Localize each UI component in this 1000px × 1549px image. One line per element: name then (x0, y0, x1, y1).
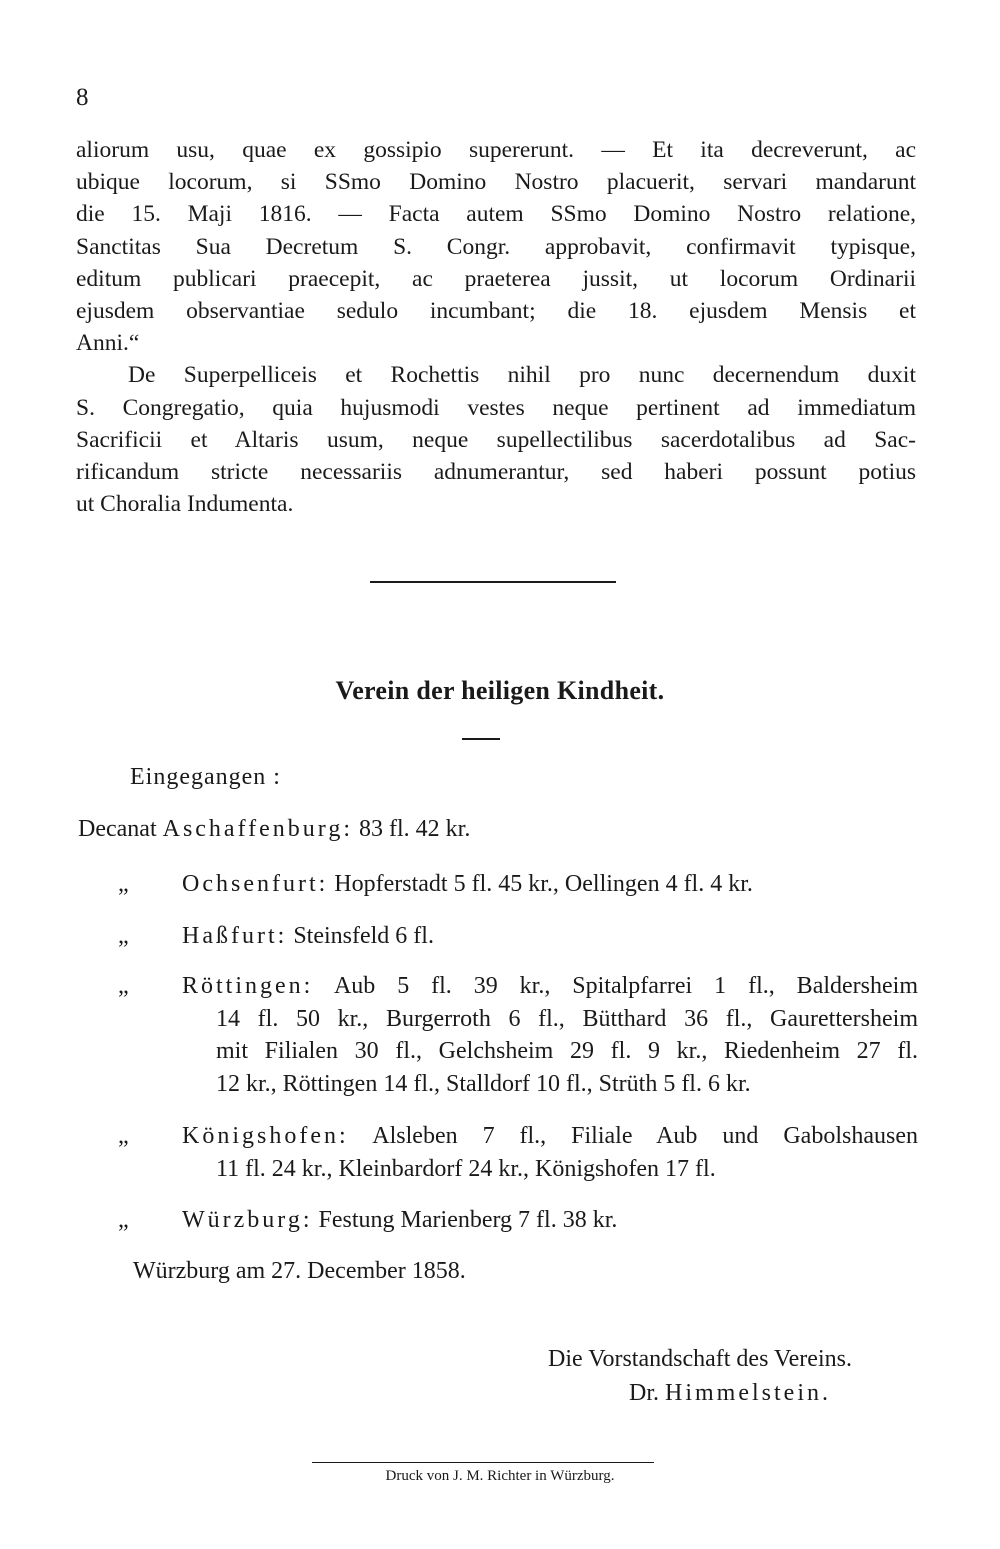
text-line: die 15. Maji 1816. — Facta autem SSmo Domino Nostro relatione, (76, 201, 916, 228)
entry-text: Hopferstadt 5 fl. 45 kr., Oellingen 4 fl. 4 kr. (334, 871, 753, 897)
entry-place: Ochsenfurt: (182, 871, 329, 897)
decanat-place: Aschaffenburg: (162, 816, 354, 842)
section-divider (370, 581, 616, 583)
text-line: Sacrificii et Altaris usum, neque supellectilibus sacerdotalibus ad Sac- (76, 426, 916, 453)
decanat-line (78, 816, 470, 843)
entry-text: Steinsfeld 6 fl. (293, 923, 434, 949)
entry-place: Würzburg: (182, 1207, 313, 1233)
text-line: aliorum usu, quae ex gossipio supererunt. — Et ita decreverunt, ac (76, 137, 916, 163)
ditto-mark: „ (118, 1207, 129, 1233)
title-underline (462, 738, 500, 740)
decanat-amount: 83 fl. 42 kr. (359, 816, 471, 842)
ditto-mark: „ (118, 923, 129, 949)
closing-date: Würzburg am 27. December 1858. (133, 1258, 466, 1284)
ditto-mark: „ (118, 871, 129, 897)
decanat-label: Decanat (78, 816, 157, 842)
received-label: Eingegangen : (130, 764, 281, 790)
entry-body (182, 970, 918, 1100)
entry-body (182, 1120, 918, 1185)
text-line: editum publicari praecepit, ac praeterea jussit, ut locorum Ordinarii (76, 265, 916, 292)
printer-imprint: Druck von J. M. Richter in Würzburg. (385, 1468, 615, 1484)
entry-place: Röttingen: (182, 973, 314, 999)
signature-prefix: Dr. (629, 1380, 659, 1406)
entry-body (182, 1204, 918, 1237)
signature-title: Die Vorstandschaft des Vereins. (548, 1346, 852, 1372)
signature-name: Himmelstein. (665, 1380, 831, 1406)
entry-place: Königshofen: (182, 1123, 349, 1149)
entry-first-line (182, 1120, 918, 1153)
signature-name-line (548, 1376, 852, 1410)
entry-place: Haßfurt: (182, 923, 288, 949)
text-line: ubique locorum, si SSmo Domino Nostro placuerit, servari mandarunt (76, 169, 916, 196)
text-line: ut Choralia Indumenta. (76, 491, 294, 518)
page-number: 8 (76, 84, 89, 111)
footer-divider (312, 1462, 654, 1463)
entry-text: 14 fl. 50 kr., Burgerroth 6 fl., Bütthard 36 fl., Gaurettersheim (216, 1005, 918, 1032)
text-line: S. Congregatio, quia hujusmodi vestes neque pertinent ad immediatum (76, 394, 916, 421)
ditto-mark: „ (118, 973, 129, 999)
entry-body (182, 868, 918, 901)
text-line: rificandum stricte necessariis adnumerantur, sed haberi possunt potius (76, 459, 916, 486)
entry-text: Aub 5 fl. 39 kr., Spitalpfarrei 1 fl., Baldersheim (333, 973, 918, 999)
text-line: De Superpelliceis et Rochettis nihil pro nunc decernendum duxit (128, 362, 916, 389)
text-line: Sanctitas Sua Decretum S. Congr. approbavit, confirmavit typisque, (76, 233, 916, 260)
latin-paragraphs (76, 134, 916, 520)
text-line: Anni.“ (76, 330, 140, 357)
section-title: Verein der heiligen Kindheit. (335, 676, 665, 705)
entry-text: 12 kr., Röttingen 14 fl., Stalldorf 10 fl., Strüth 5 fl. 6 kr. (216, 1070, 751, 1097)
entry-text: 11 fl. 24 kr., Kleinbardorf 24 kr., Königshofen 17 fl. (216, 1155, 716, 1182)
entry-text: Alsleben 7 fl., Filiale Aub und Gabolshausen (372, 1123, 918, 1149)
entry-text: Festung Marienberg 7 fl. 38 kr. (318, 1207, 618, 1233)
text-line: ejusdem observantiae sedulo incumbant; die 18. ejusdem Mensis et (76, 298, 916, 325)
signature-block (548, 1342, 852, 1410)
entry-first-line (182, 970, 918, 1003)
entry-text: mit Filialen 30 fl., Gelchsheim 29 fl. 9 kr., Riedenheim 27 fl. (216, 1038, 918, 1064)
ditto-mark: „ (118, 1123, 129, 1149)
entry-body (182, 920, 918, 953)
